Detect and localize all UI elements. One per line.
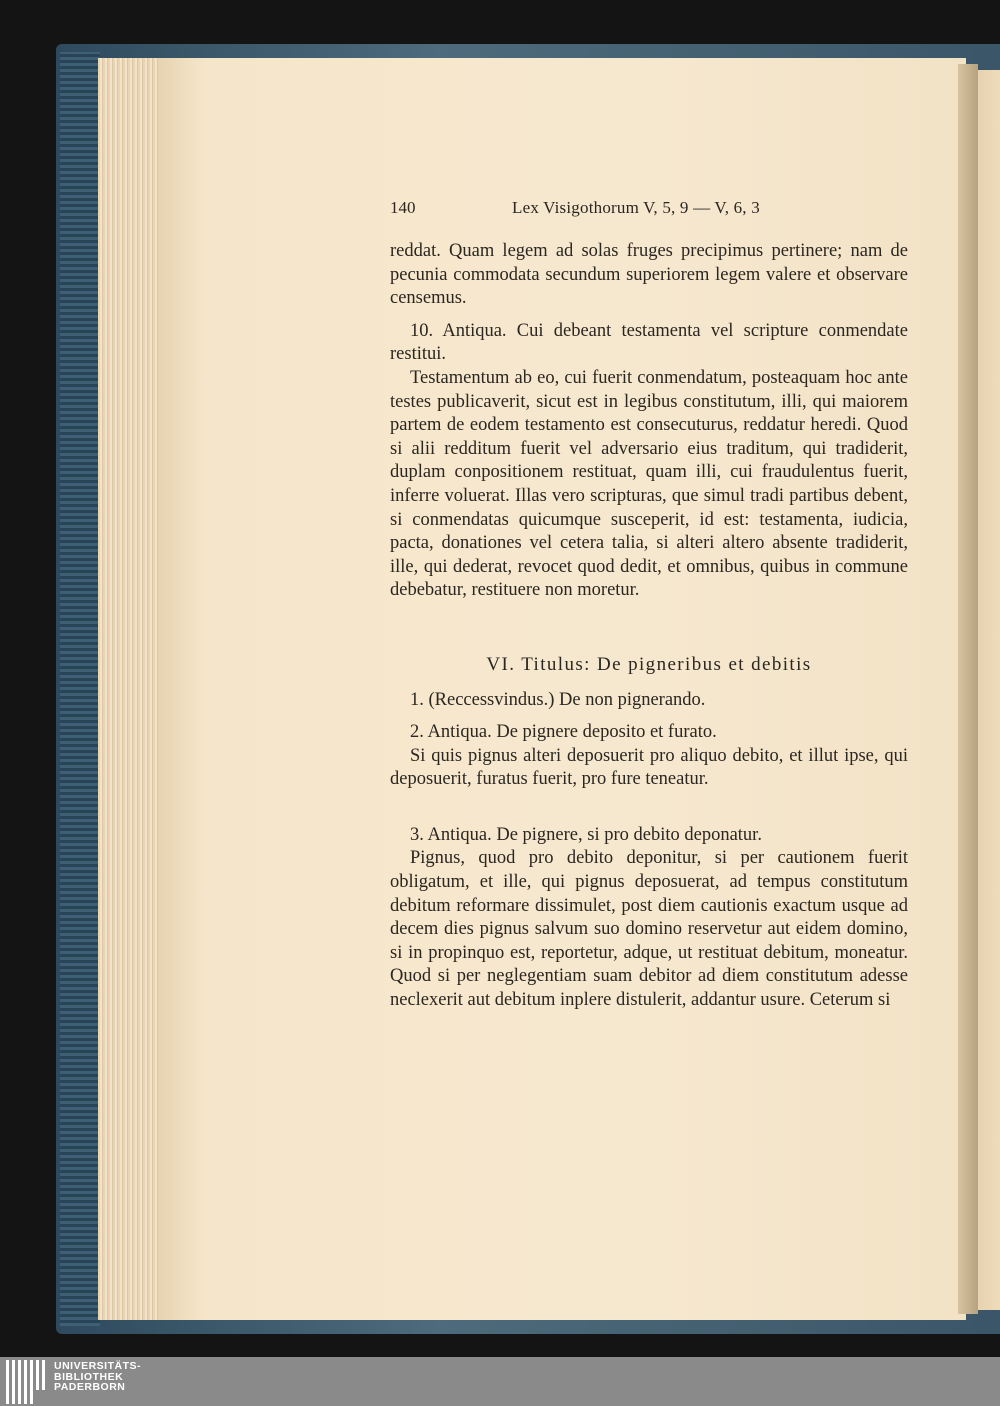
library-footer [0,1357,1000,1406]
page-number: 140 [390,198,416,217]
running-header [390,196,908,218]
cover-edge [60,52,100,1326]
law-heading: 3. Antiqua. De pignere, si pro debito deponatur. [410,824,762,845]
library-name-line: UNIVERSITÄTS- [54,1360,142,1372]
law-heading: 2. Antiqua. De pignere deposito et furato. [410,722,717,743]
library-name [54,1361,141,1393]
running-title: Lex Visigothorum V, 5, 9 — V, 6, 3 [512,198,760,217]
paragraph: Testamentum ab eo, cui fuerit conmendatum, posteaquam hoc ante testes publicaverit, sicut est in legibus constitutum, illi, qui maiorem partem de eodem testamento est consecuturus, reddatur heredi. Quod si alii redditum fuerit vel adversario eius traditum, qui tradiderit, duplam conpositionem restituat, quam illi, cui fraudulentus fuerit, inferre voluerat. Illas vero scripturas, que simul tradi partibus debent, si conmendatas quicumque susceperit, id est: testamenta, iudicia, pacta, donationes vel cetera talia, si alteri altero absente tradiderit, ille, qui dederat, revocet quod dedit, et omnibus, quibus in commune debebatur, restituere non moretur. [390,367,908,601]
page-text [390,196,908,1013]
law-heading: 10. Antiqua. Cui debeant testamenta vel scripture conmendate restitui. [390,320,908,365]
section-title: VI. Titulus: De pigneribus et debitis [486,653,812,675]
paragraph: Si quis pignus alteri deposuerit pro aliquo debito, et illut ipse, qui deposuerit, furatus fuerit, pro fure teneatur. [390,745,908,790]
library-barcode-logo-icon [4,1360,50,1404]
paragraph: Pignus, quod pro debito deponitur, si per cautionem fuerit obligatum, et ille, qui pignus deposuerat, ad tempus constitutum debitum reformare dissimulet, post diem cautionis exactum usque ad decem dies pignus salvum suo domino reservetur aut eidem domino, si in propinquo est, reportetur, adque, ut restituat debitum, moneatur. Quod si per neglegentiam suam debitor ad diem constitutum adesse neclexerit aut debitum inplere distulerit, addantur usure. Ceterum si [390,848,908,1011]
law-heading: 1. (Reccessvindus.) De non pignerando. [410,689,706,710]
library-name-line: PADERBORN [54,1381,126,1393]
gutter-shadow [958,64,978,1314]
library-name-line: BIBLIOTHEK [54,1370,124,1383]
paragraph-continuation: reddat. Quam legem ad solas fruges precipimus pertinere; nam de pecunia commodata secundum superiorem legem valere et observare censemus. [390,241,908,309]
